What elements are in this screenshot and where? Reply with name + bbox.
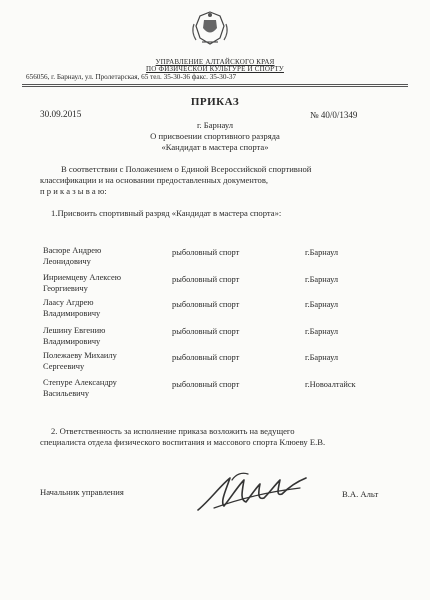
- item1-text: 1.Присвоить спортивный разряд «Кандидат в мастера спорта»:: [51, 208, 282, 218]
- athlete-name-line1: Инриемцеву Алексею: [43, 273, 121, 282]
- athlete-city: г.Барнаул: [305, 275, 339, 284]
- document-number: № 40/0/1349: [310, 110, 358, 120]
- athlete-city: г.Новоалтайск: [305, 380, 356, 389]
- item2-line2: специалиста отдела физического воспитания и массового спорта Клюеву Е.В.: [40, 437, 326, 447]
- item2-line1: 2. Ответственность за исполнение приказа возложить на ведущего: [51, 426, 295, 436]
- org-name-line1: УПРАВЛЕНИЕ АЛТАЙСКОГО КРАЯ: [155, 58, 275, 66]
- athlete-name-line1: Полежаеву Михаилу: [43, 351, 117, 360]
- athlete-name-line1: Васюре Андрею: [43, 246, 102, 255]
- org-address: 656056, г. Барнаул, ул. Пролетарская, 65 тел. 35-30-36 факс. 35-30-37: [26, 73, 237, 81]
- athlete-sport: рыболовный спорт: [172, 353, 240, 362]
- athlete-name-line1: Степуре Александру: [43, 378, 117, 387]
- athlete-name-line1: Лаасу Агдрею: [43, 298, 94, 307]
- athlete-name-line2: Сергеевичу: [43, 362, 85, 371]
- document-type: ПРИКАЗ: [190, 96, 240, 108]
- athlete-sport: рыболовный спорт: [172, 300, 240, 309]
- document-subject-line1: О присвоении спортивного разряда: [150, 131, 280, 141]
- handwritten-signature-icon: [196, 470, 316, 515]
- intro-line2: классификации и на основании предоставленных документов,: [40, 175, 269, 185]
- intro-line3: п р и к а з ы в а ю:: [40, 186, 107, 196]
- athlete-name-line2: Васильевичу: [43, 389, 90, 398]
- athlete-sport: рыболовный спорт: [172, 275, 240, 284]
- athlete-sport: рыболовный спорт: [172, 380, 240, 389]
- document-subject-line2: «Кандидат в мастера спорта»: [161, 142, 269, 152]
- athlete-name-line2: Леонидовичу: [43, 257, 91, 266]
- athlete-sport: рыболовный спорт: [172, 327, 240, 336]
- header-divider-2: [22, 86, 408, 87]
- athlete-sport: рыболовный спорт: [172, 248, 240, 257]
- athlete-name-line2: Владимировичу: [43, 337, 101, 346]
- intro-line1: В соответствии с Положением о Единой Всероссийской спортивной: [61, 164, 312, 174]
- signatory-name: В.А. Альт: [342, 489, 379, 499]
- athlete-name-line2: Георгиевичу: [43, 284, 88, 293]
- athlete-city: г.Барнаул: [305, 327, 339, 336]
- org-name-line2: ПО ФИЗИЧЕСКОЙ КУЛЬТУРЕ И СПОРТУ: [146, 65, 284, 73]
- athlete-name-line2: Владимировичу: [43, 309, 101, 318]
- header-divider: [22, 84, 408, 85]
- document-date: 30.09.2015: [40, 109, 82, 119]
- document-city: г. Барнаул: [196, 120, 234, 130]
- athlete-city: г.Барнаул: [305, 248, 339, 257]
- athlete-city: г.Барнаул: [305, 300, 339, 309]
- signatory-title: Начальник управления: [40, 487, 124, 497]
- athlete-name-line1: Лешину Евгению: [43, 326, 106, 335]
- altai-krai-emblem-icon: [190, 10, 230, 46]
- athlete-city: г.Барнаул: [305, 353, 339, 362]
